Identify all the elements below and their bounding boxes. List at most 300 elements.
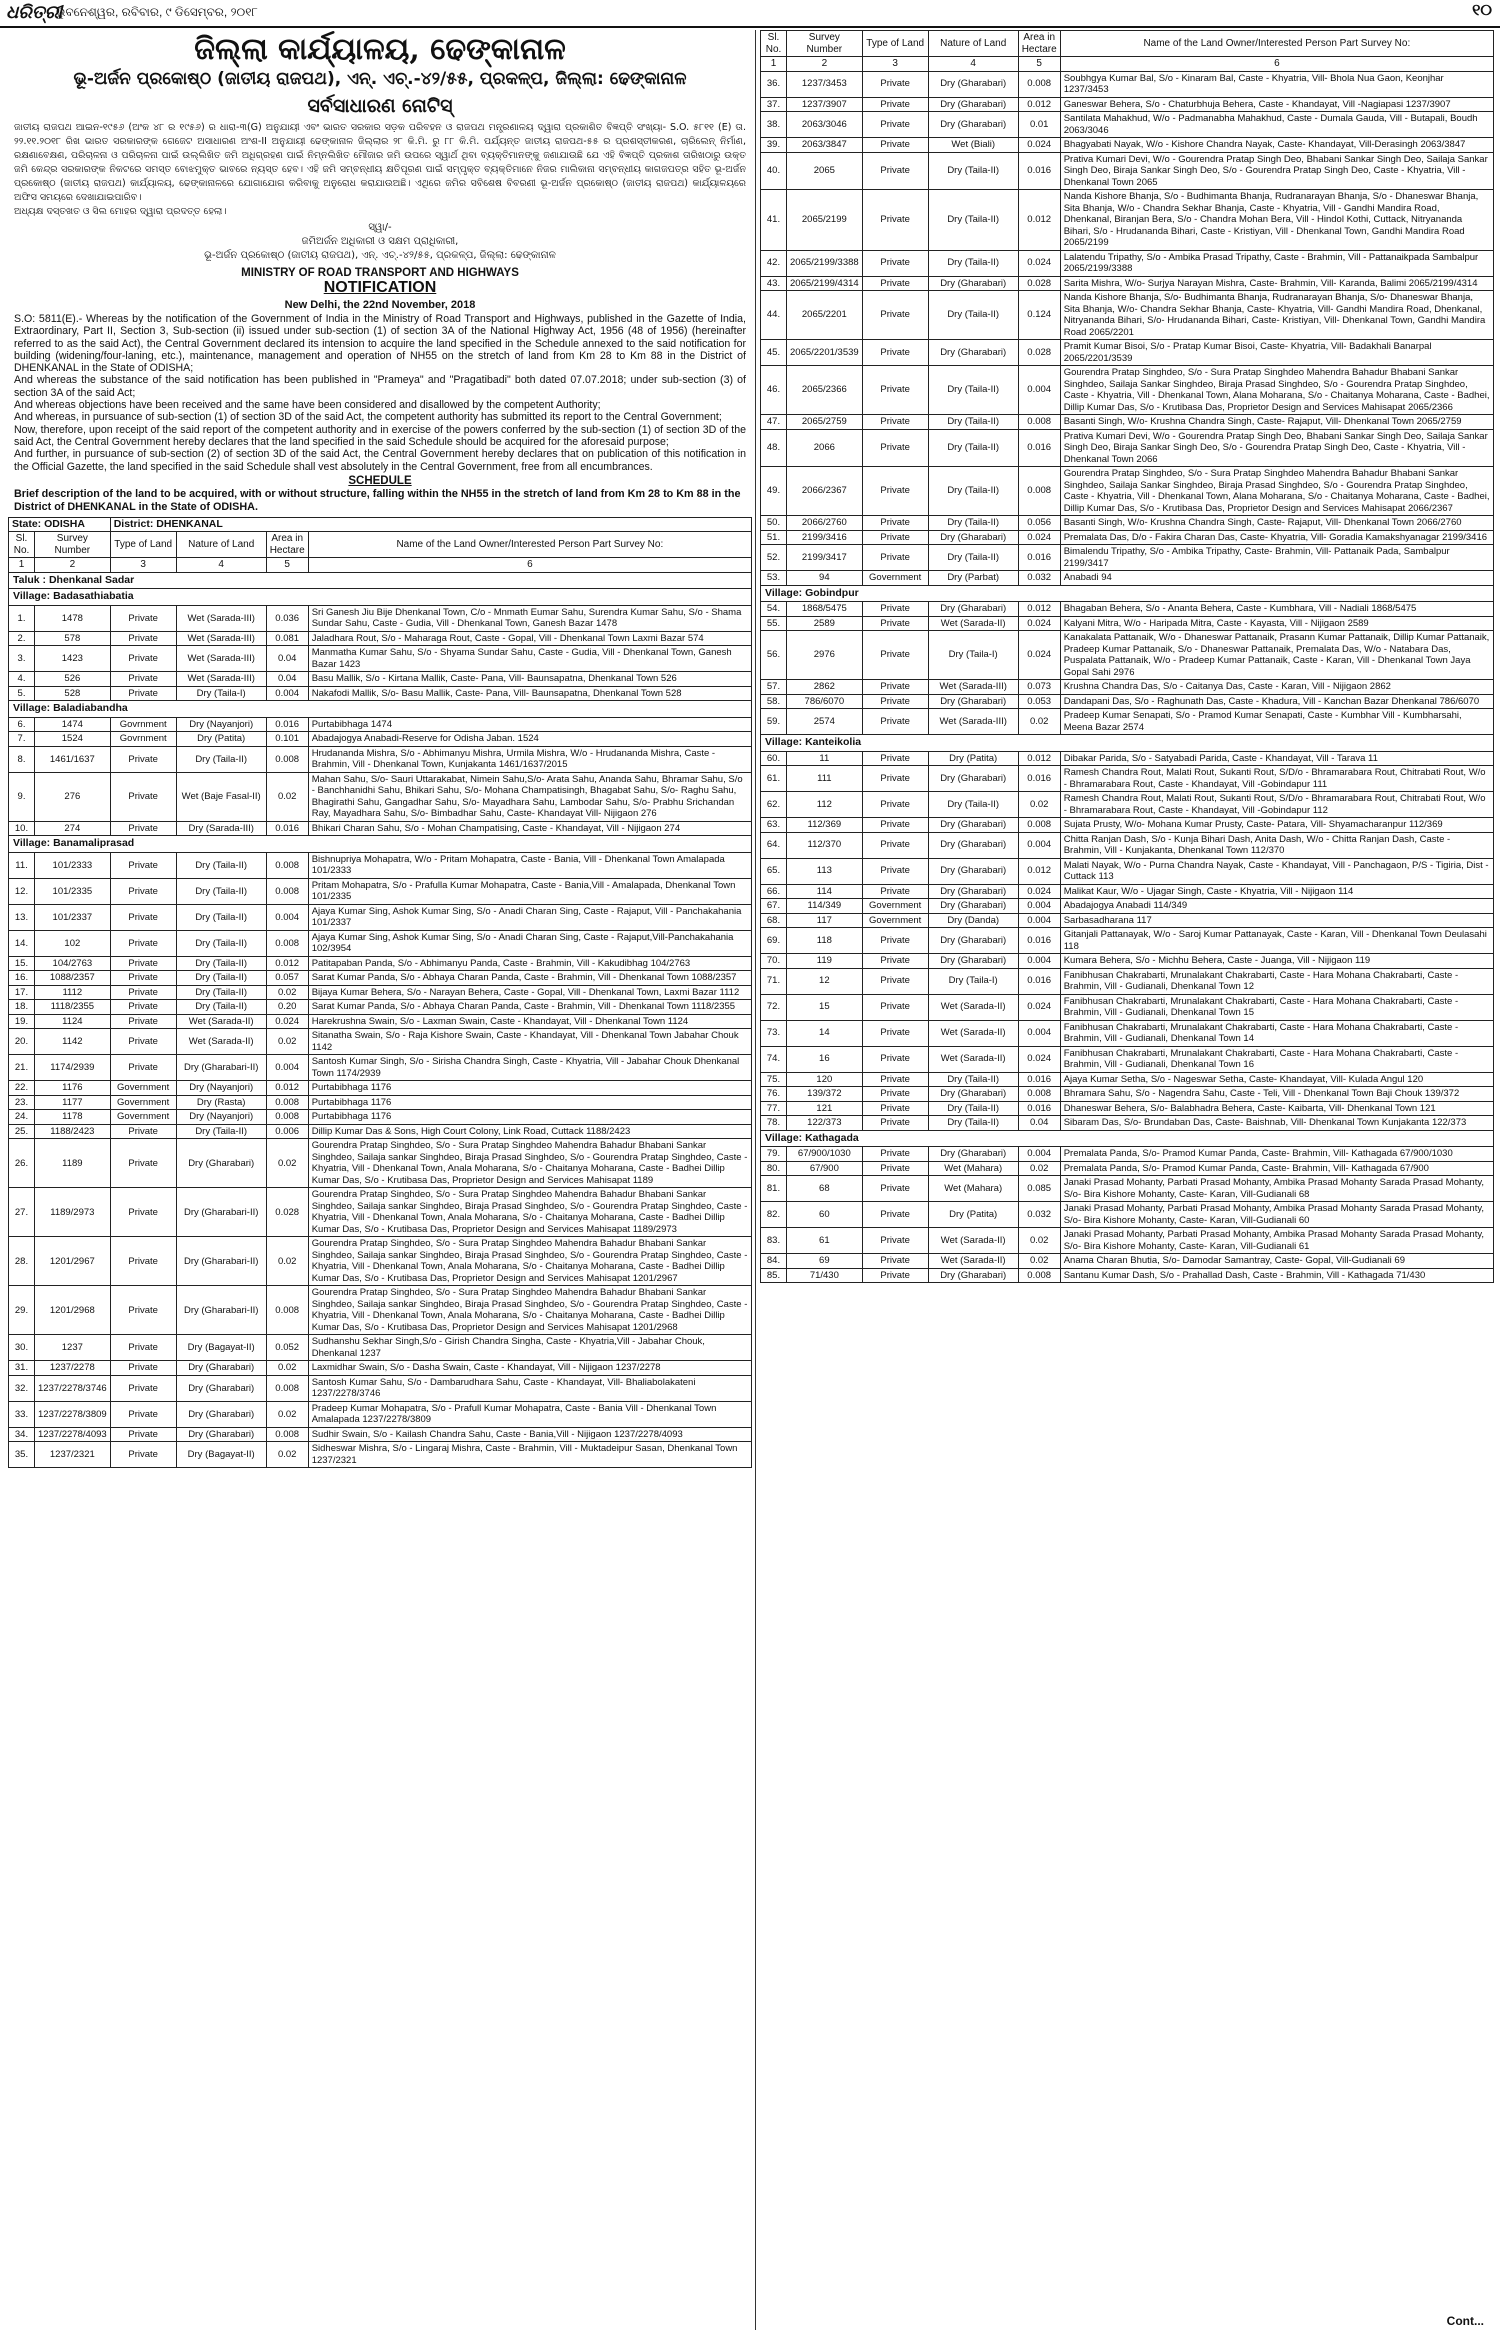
table-row [761,340,1494,366]
type-of-land-cell: Government [110,1095,176,1110]
notification-para-1: S.O: 5811(E).- Whereas by the notification of the Government of India in the Ministry of Road Transport and Highways, published in the Gazette of India, Extraordinary, Part II, Section 3, Sub-section (ii) issued under sub-section (1) of section 3A of the National Highway Act, 1956 (48 of 1956) (hereinafter referred to as the said Act), the Central Government declared its intension to acquire the land specified in the Schedule annexed to the said notification for building (widening/four-laning, etc.), maintenance, management and operation of NH55 on the stretch of land from Km 28 to Km 88 in the District of DHENKANAL in the State of ODISHA; [14,313,746,375]
survey-number-cell: 528 [35,686,111,701]
survey-number-cell: 16 [787,1046,863,1072]
owner-cell: Fanibhusan Chakrabarti, Mrunalakant Chakrabarti, Caste - Hara Mohana Chakrabarti, Caste - Brahmin, Vill - Gudianali, Dhenkanal Town 12 [1060,968,1493,994]
table-row [761,415,1494,430]
area-cell: 0.02 [1018,1254,1060,1269]
nature-of-land-cell: Dry (Bagayat-II) [176,1442,266,1468]
village-row [761,585,1494,602]
table-row [761,1020,1494,1046]
nature-of-land-cell: Dry (Taila-II) [928,291,1018,340]
type-of-land-cell: Government [862,899,928,914]
nature-of-land-cell: Dry (Gharabari-II) [176,1286,266,1335]
table-row [761,97,1494,112]
sl-no-cell: 49. [761,467,787,516]
owner-cell: Sujata Prusty, W/o- Mohana Kumar Prusty, Caste- Patara, Vill- Shyamacharanpur 112/369 [1060,818,1493,833]
sl-no-cell: 59. [761,709,787,735]
owner-cell: Purtabibhaga 1176 [308,1095,751,1110]
area-cell: 0.053 [1018,694,1060,709]
column-divider [755,30,756,2330]
sl-no-cell: 13. [9,904,35,930]
owner-cell: Dhaneswar Behera, S/o- Balabhadra Behera, Caste- Kaibarta, Vill- Dhenkanal Town 121 [1060,1101,1493,1116]
nature-of-land-cell: Dry (Nayanjori) [176,717,266,732]
owner-cell: Jaladhara Rout, S/o - Maharaga Rout, Caste - Gopal, Vill - Dhenkanal Town Laxmi Bazar 574 [308,631,751,646]
nature-of-land-cell: Dry (Gharabari-II) [176,1188,266,1237]
survey-number-cell: 1524 [35,732,111,747]
area-cell: 0.004 [1018,366,1060,415]
sl-no-cell: 16. [9,971,35,986]
survey-number-cell: 118 [787,928,863,954]
area-cell: 0.008 [1018,1268,1060,1283]
table-row [761,1268,1494,1283]
type-of-land-cell: Private [862,832,928,858]
area-cell: 0.028 [266,1188,308,1237]
nature-of-land-cell: Dry (Gharabari) [928,112,1018,138]
type-of-land-cell: Private [862,530,928,545]
sl-no-cell: 80. [761,1161,787,1176]
survey-number-cell: 11 [787,751,863,766]
area-cell: 0.024 [1018,250,1060,276]
sl-no-cell: 7. [9,732,35,747]
nature-of-land-cell: Dry (Gharabari) [928,766,1018,792]
survey-number-cell: 1237/3453 [787,71,863,97]
sl-no-cell: 1. [9,605,35,631]
survey-number-cell: 2063/3046 [787,112,863,138]
table-row [9,1401,752,1427]
survey-number-cell: 2066 [787,429,863,467]
sl-no-cell: 19. [9,1014,35,1029]
table-row [761,1147,1494,1162]
survey-number-cell: 111 [787,766,863,792]
table-row [9,821,752,836]
owner-cell: Sarita Mishra, W/o- Surjya Narayan Mishra, Caste- Brahmin, Vill- Karanda, Balimi 2065/2199/4314 [1060,276,1493,291]
area-cell: 0.008 [266,852,308,878]
sl-no-cell: 10. [9,821,35,836]
nature-of-land-cell: Dry (Taila-I) [928,968,1018,994]
table-header-row [9,532,752,558]
survey-number-cell: 1868/5475 [787,602,863,617]
nature-of-land-cell: Dry (Taila-II) [176,1000,266,1015]
village-row [9,701,752,718]
type-of-land-cell: Private [862,818,928,833]
nature-of-land-cell: Dry (Taila-II) [928,1072,1018,1087]
area-cell: 0.04 [1018,1116,1060,1131]
owner-cell: Bhikari Charan Sahu, S/o - Mohan Champatising, Caste - Khandayat, Vill - Nijigaon 274 [308,821,751,836]
area-cell: 0.024 [1018,616,1060,631]
nature-of-land-cell: Wet (Sarada-III) [176,631,266,646]
village-label: Village: Banamaliprasad [9,836,752,853]
owner-cell: Janaki Prasad Mohanty, Parbati Prasad Mohanty, Ambika Prasad Mohanty Sarada Prasad Mohanty, S/o- Bira Kishore Mohanty, Caste- Karan, Vill-Gudianali 68 [1060,1176,1493,1202]
nature-of-land-cell: Dry (Gharabari) [928,884,1018,899]
table-header-row [761,31,1494,57]
sl-no-cell: 28. [9,1237,35,1286]
nature-of-land-cell: Wet (Sarada-II) [928,1228,1018,1254]
nature-of-land-cell: Dry (Sarada-III) [176,821,266,836]
type-of-land-cell: Private [862,1046,928,1072]
owner-cell: Sitanatha Swain, S/o - Raja Kishore Swain, Caste - Khandayat, Vill - Dhenkanal Town Jabahar Chouk 1142 [308,1029,751,1055]
nature-of-land-cell: Wet (Sarada-II) [928,616,1018,631]
page-number: ୧୦ [1472,2,1492,19]
survey-number-cell: 112/369 [787,818,863,833]
nature-of-land-cell: Dry (Gharabari) [176,1375,266,1401]
owner-cell: Prativa Kumari Devi, W/o - Gourendra Pratap Singh Deo, Bhabani Sankar Singh Deo, Sailaja Sankar Singh Deo, Biraja Sankar Singh Deo, S/o - Gourendra Pratap Singh Deo, Caste - Khyatria, Vill - Dhenkanal Town 2066 [1060,429,1493,467]
survey-number-cell: 2065/2199/4314 [787,276,863,291]
survey-number-cell: 112 [787,792,863,818]
col-header-type: Type of Land [862,31,928,57]
owner-cell: Prativa Kumari Devi, W/o - Gourendra Pratap Singh Deo, Bhabani Sankar Singh Deo, Sailaja Sankar Singh Deo, Biraja Sankar Singh Deo, S/o - Gourendra Pratap Singh Deo, Caste - Khyatria, Vill - Dhenkanal Town 2065 [1060,152,1493,190]
sl-no-cell: 4. [9,672,35,687]
owner-cell: Sarat Kumar Panda, S/o - Abhaya Charan Panda, Caste - Brahmin, Vill - Dhenkanal Town 1088/2357 [308,971,751,986]
type-of-land-cell: Private [110,1055,176,1081]
survey-number-cell: 2589 [787,616,863,631]
owner-cell: Bishnupriya Mohapatra, W/o - Pritam Mohapatra, Caste - Bania, Vill - Dhenkanal Town Amalapada 101/2333 [308,852,751,878]
office-title: ଜିଲ୍ଲା କାର୍ଯ୍ୟାଳୟ, ଢେଙ୍କାନାଳ [194,32,566,67]
area-cell: 0.02 [266,985,308,1000]
table-row [761,1202,1494,1228]
owner-cell: Bhramara Sahu, S/o - Nagendra Sahu, Caste - Teli, Vill - Dhenkanal Town Baji Chouk 139/372 [1060,1087,1493,1102]
type-of-land-cell: Government [110,1110,176,1125]
nature-of-land-cell: Dry (Taila-II) [928,467,1018,516]
continued-label: Cont... [1446,2314,1484,2328]
table-row [761,968,1494,994]
owner-cell: Laxmidhar Swain, S/o - Dasha Swain, Caste - Khandayat, Vill - Nijigaon 1237/2278 [308,1361,751,1376]
table-row [761,545,1494,571]
table-row [9,985,752,1000]
nature-of-land-cell: Dry (Taila-II) [928,792,1018,818]
table-row [761,954,1494,969]
survey-number-cell: 2199/3416 [787,530,863,545]
type-of-land-cell: Private [862,616,928,631]
nature-of-land-cell: Wet (Sarada-II) [928,1254,1018,1269]
nature-of-land-cell: Dry (Taila-II) [176,746,266,772]
area-cell: 0.012 [1018,602,1060,617]
area-cell: 0.008 [1018,818,1060,833]
village-row [9,836,752,853]
type-of-land-cell: Private [862,516,928,531]
col-header-type: Type of Land [110,532,176,558]
type-of-land-cell: Private [110,1335,176,1361]
col-header-survey: Survey Number [787,31,863,57]
sl-no-cell: 60. [761,751,787,766]
nature-of-land-cell: Wet (Sarada-III) [928,680,1018,695]
table-row [9,1124,752,1139]
col-header-nature: Nature of Land [928,31,1018,57]
survey-number-cell: 1174/2939 [35,1055,111,1081]
nature-of-land-cell: Dry (Taila-II) [176,852,266,878]
area-cell: 0.016 [266,821,308,836]
village-label: Village: Kathagada [761,1130,1494,1147]
nature-of-land-cell: Dry (Rasta) [176,1095,266,1110]
survey-number-cell: 113 [787,858,863,884]
sl-no-cell: 72. [761,994,787,1020]
survey-number-cell: 114/349 [787,899,863,914]
col-number: 4 [176,558,266,573]
nature-of-land-cell: Wet (Biali) [928,138,1018,153]
area-cell: 0.012 [266,1081,308,1096]
survey-number-cell: 1461/1637 [35,746,111,772]
type-of-land-cell: Private [110,1286,176,1335]
nature-of-land-cell: Dry (Bagayat-II) [176,1335,266,1361]
table-row [761,792,1494,818]
table-row [761,1161,1494,1176]
survey-number-cell: 101/2333 [35,852,111,878]
nature-of-land-cell: Dry (Taila-II) [928,415,1018,430]
area-cell: 0.004 [266,686,308,701]
owner-cell: Ajaya Kumar Setha, S/o - Nageswar Setha, Caste- Khandayat, Vill- Kulada Angul 120 [1060,1072,1493,1087]
table-row [9,605,752,631]
survey-number-cell: 2065/2201 [787,291,863,340]
nature-of-land-cell: Wet (Sarada-II) [176,1014,266,1029]
sl-no-cell: 79. [761,1147,787,1162]
table-row [761,913,1494,928]
area-cell: 0.073 [1018,680,1060,695]
sl-no-cell: 73. [761,1020,787,1046]
area-cell: 0.012 [1018,858,1060,884]
area-cell: 0.016 [266,717,308,732]
nature-of-land-cell: Dry (Nayanjori) [176,1081,266,1096]
nature-of-land-cell: Wet (Sarada-II) [928,1046,1018,1072]
survey-number-cell: 2862 [787,680,863,695]
area-cell: 0.008 [266,878,308,904]
sl-no-cell: 9. [9,772,35,821]
table-row [9,1055,752,1081]
owner-cell: Kalyani Mitra, W/o - Haripada Mitra, Caste - Kayasta, Vill - Nijigaon 2589 [1060,616,1493,631]
sl-no-cell: 77. [761,1101,787,1116]
owner-cell: Basanti Singh, W/o- Krushna Chandra Singh, Caste- Rajaput, Vill- Dhenkanal Town 2065/2759 [1060,415,1493,430]
nature-of-land-cell: Wet (Sarada-II) [928,1020,1018,1046]
area-cell: 0.024 [1018,530,1060,545]
area-cell: 0.004 [1018,954,1060,969]
type-of-land-cell: Private [862,250,928,276]
type-of-land-cell: Private [862,1161,928,1176]
col-header-owner: Name of the Land Owner/Interested Person Part Survey No: [1060,31,1493,57]
survey-number-cell: 67/900/1030 [787,1147,863,1162]
type-of-land-cell: Private [862,694,928,709]
area-cell: 0.02 [266,1442,308,1468]
owner-cell: Santosh Kumar Singh, S/o - Sirisha Chandra Singh, Caste - Khyatria, Vill - Jabahar Chouk Dhenkanal Town 1174/2939 [308,1055,751,1081]
col-number: 6 [1060,57,1493,72]
type-of-land-cell: Private [110,852,176,878]
area-cell: 0.008 [1018,467,1060,516]
survey-number-cell: 2065/2366 [787,366,863,415]
nature-of-land-cell: Dry (Gharabari-II) [176,1055,266,1081]
nature-of-land-cell: Dry (Gharabari) [928,340,1018,366]
table-row [761,1228,1494,1254]
column-number-row [761,57,1494,72]
type-of-land-cell: Private [110,1375,176,1401]
area-cell: 0.016 [1018,1072,1060,1087]
survey-number-cell: 276 [35,772,111,821]
village-row [761,735,1494,752]
survey-number-cell: 578 [35,631,111,646]
area-cell: 0.20 [266,1000,308,1015]
owner-cell: Pradeep Kumar Senapati, S/o - Pramod Kumar Senapati, Caste - Kumbhar Vill - Kumbharsahi, Meena Bazar 2574 [1060,709,1493,735]
nature-of-land-cell: Dry (Taila-II) [176,971,266,986]
area-cell: 0.016 [1018,968,1060,994]
owner-cell: Fanibhusan Chakrabarti, Mrunalakant Chakrabarti, Caste - Hara Mohana Chakrabarti, Caste - Brahmin, Vill - Gudianali, Dhenkanal Town 16 [1060,1046,1493,1072]
col-header-sl: Sl. No. [761,31,787,57]
sl-no-cell: 21. [9,1055,35,1081]
nature-of-land-cell: Dry (Gharabari-II) [176,1237,266,1286]
type-of-land-cell: Private [110,878,176,904]
survey-number-cell: 67/900 [787,1161,863,1176]
sl-no-cell: 22. [9,1081,35,1096]
area-cell: 0.008 [266,1286,308,1335]
area-cell: 0.032 [1018,571,1060,586]
sl-no-cell: 74. [761,1046,787,1072]
survey-number-cell: 1177 [35,1095,111,1110]
type-of-land-cell: Private [862,291,928,340]
owner-cell: Ganeswar Behera, S/o - Chaturbhuja Behera, Caste - Khandayat, Vill -Nagiapasi 1237/3907 [1060,97,1493,112]
type-of-land-cell: Private [862,994,928,1020]
owner-cell: Gourendra Pratap Singhdeo, S/o - Sura Pratap Singhdeo Mahendra Bahadur Bhabani Sankar Singhdeo, Sailaja sankar Singhdeo, Biraja Prasad Singhdeo, S/o - Gourendra Pratap Singhdeo, Caste - Khyatria, Vill - Dhenkanal Town, Anala Moharana, S/o - Chaitanya Moharana, Caste - Badhei Dillip Kumar Das, S/o - Krutibasa Das, Proprietor Design and Services Mahisapat 1189/2973 [308,1188,751,1237]
nature-of-land-cell: Wet (Mahara) [928,1176,1018,1202]
survey-number-cell: 1237/2278/3809 [35,1401,111,1427]
type-of-land-cell: Private [862,602,928,617]
sl-no-cell: 26. [9,1139,35,1188]
survey-number-cell: 1189 [35,1139,111,1188]
village-label: Village: Badasathiabatia [9,589,752,606]
sl-no-cell: 14. [9,930,35,956]
owner-cell: Dandapani Das, S/o - Raghunath Das, Caste - Khadura, Vill - Kanchan Bazar Dhenkanal 786/6070 [1060,694,1493,709]
owner-cell: Lalatendu Tripathy, S/o - Ambika Prasad Tripathy, Caste - Brahmin, Vill - Pattanaikpada Sambalpur 2065/2199/3388 [1060,250,1493,276]
table-row [761,276,1494,291]
sl-no-cell: 69. [761,928,787,954]
nature-of-land-cell: Dry (Taila-I) [176,686,266,701]
area-cell: 0.016 [1018,545,1060,571]
area-cell: 0.016 [1018,152,1060,190]
table-row [9,1188,752,1237]
area-cell: 0.02 [266,1237,308,1286]
area-cell: 0.004 [266,904,308,930]
survey-number-cell: 2063/3847 [787,138,863,153]
type-of-land-cell: Private [862,766,928,792]
sl-no-cell: 68. [761,913,787,928]
table-row [9,1081,752,1096]
owner-cell: Harekrushna Swain, S/o - Laxman Swain, Caste - Khandayat, Vill - Dhenkanal Town 1124 [308,1014,751,1029]
left-column [8,30,752,2330]
area-cell: 0.02 [266,772,308,821]
col-header-owner: Name of the Land Owner/Interested Person Part Survey No: [308,532,751,558]
survey-number-cell: 1237/3907 [787,97,863,112]
type-of-land-cell: Private [110,821,176,836]
area-cell: 0.008 [1018,1087,1060,1102]
survey-number-cell: 15 [787,994,863,1020]
notification-para-3: And whereas objections have been received and the same have been considered and disallowed by the competent Authority; [14,399,601,412]
area-cell: 0.02 [1018,709,1060,735]
owner-cell: Ajaya Kumar Sing, Ashok Kumar Sing, S/o - Anadi Charan Sing, Caste - Rajaput,Vill-Panchakahania 102/3954 [308,930,751,956]
schedule-table-left [8,517,752,1469]
sl-no-cell: 81. [761,1176,787,1202]
nature-of-land-cell: Wet (Sarada-III) [928,709,1018,735]
sl-no-cell: 76. [761,1087,787,1102]
sl-no-cell: 84. [761,1254,787,1269]
type-of-land-cell: Private [862,1087,928,1102]
area-cell: 0.008 [266,1110,308,1125]
table-row [9,1375,752,1401]
table-row [761,429,1494,467]
sl-no-cell: 8. [9,746,35,772]
survey-number-cell: 104/2763 [35,956,111,971]
owner-cell: Krushna Chandra Das, S/o - Caitanya Das, Caste - Karan, Vill - Nijigaon 2862 [1060,680,1493,695]
taluk-row [9,572,752,589]
type-of-land-cell: Government [862,913,928,928]
nature-of-land-cell: Wet (Baje Fasal-II) [176,772,266,821]
sl-no-cell: 82. [761,1202,787,1228]
table-row [9,1427,752,1442]
nature-of-land-cell: Dry (Gharabari) [928,530,1018,545]
nature-of-land-cell: Dry (Gharabari) [928,954,1018,969]
type-of-land-cell: Private [862,858,928,884]
sl-no-cell: 46. [761,366,787,415]
area-cell: 0.02 [266,1361,308,1376]
sl-no-cell: 32. [9,1375,35,1401]
table-row [9,1237,752,1286]
owner-cell: Sri Ganesh Jiu Bije Dhenkanal Town, C/o - Mnmath Eumar Sahu, Surendra Kumar Sahu, S/o - Shama Sundar Sahu, Caste - Gudia, Vill - Dhenkanal Town, Ganesh Bazar 1478 [308,605,751,631]
sl-no-cell: 75. [761,1072,787,1087]
sl-no-cell: 63. [761,818,787,833]
type-of-land-cell: Private [862,467,928,516]
type-of-land-cell: Private [862,366,928,415]
survey-number-cell: 1189/2973 [35,1188,111,1237]
nature-of-land-cell: Wet (Sarada-III) [176,646,266,672]
table-row [761,766,1494,792]
public-notice-title: ସର୍ବସାଧାରଣ ନୋଟିସ୍ [307,95,453,117]
owner-cell: Dillip Kumar Das & Sons, High Court Colony, Link Road, Cuttack 1188/2423 [308,1124,751,1139]
type-of-land-cell: Private [862,112,928,138]
type-of-land-cell: Private [110,631,176,646]
survey-number-cell: 2574 [787,709,863,735]
survey-number-cell: 1176 [35,1081,111,1096]
owner-cell: Kumara Behera, S/o - Michhu Behera, Caste - Juanga, Vill - Nijigaon 119 [1060,954,1493,969]
type-of-land-cell: Private [862,1202,928,1228]
owner-cell: Sudhir Swain, S/o - Kailash Chandra Sahu, Caste - Bania,Vill - Nijigaon 1237/2278/4093 [308,1427,751,1442]
area-cell: 0.024 [1018,138,1060,153]
area-cell: 0.04 [266,672,308,687]
col-number: 2 [787,57,863,72]
taluk-label: Taluk : Dhenkanal Sadar [9,572,752,589]
table-row [9,878,752,904]
odia-closing: ଅଧ୍ୟକ୍ଷ ଦସ୍ତଖତ ଓ ସିଲ ମୋହର ଦ୍ୱାରା ପ୍ରଦତ୍ତ ହେଲା। [14,206,227,217]
nature-of-land-cell: Wet (Sarada-II) [928,994,1018,1020]
survey-number-cell: 139/372 [787,1087,863,1102]
owner-cell: Pritam Mohapatra, S/o - Prafulla Kumar Mohapatra, Caste - Bania,Vill - Amalapada, Dhenkanal Town 101/2335 [308,878,751,904]
nature-of-land-cell: Dry (Taila-II) [176,878,266,904]
nature-of-land-cell: Dry (Parbat) [928,571,1018,586]
type-of-land-cell: Private [862,138,928,153]
notification-title: NOTIFICATION [323,279,437,296]
area-cell: 0.006 [266,1124,308,1139]
table-row [761,1116,1494,1131]
sl-no-cell: 39. [761,138,787,153]
sl-no-cell: 18. [9,1000,35,1015]
table-row [9,646,752,672]
type-of-land-cell: Private [110,1124,176,1139]
col-header-area: Area in Hectare [266,532,308,558]
survey-number-cell: 12 [787,968,863,994]
nature-of-land-cell: Wet (Sarada-III) [176,672,266,687]
notification-para-2: And whereas the substance of the said notification has been published in "Prameya" and "Pragatibadi" both dated 07.07.2018; under sub-section (3) of section 3A of the said Act; [14,374,746,399]
sl-no-cell: 64. [761,832,787,858]
village-row [761,1130,1494,1147]
schedule-table-right-body [761,31,1494,1283]
survey-number-cell: 122/373 [787,1116,863,1131]
col-number: 5 [1018,57,1060,72]
area-cell: 0.008 [266,1095,308,1110]
survey-number-cell: 102 [35,930,111,956]
col-number: 2 [35,558,111,573]
owner-cell: Ramesh Chandra Rout, Malati Rout, Sukanti Rout, S/D/o - Bhramarabara Rout, Chitrabati Rout, W/o - Bhramarabara Rout, Caste - Khandayat, Vill -Gobindapur 111 [1060,766,1493,792]
